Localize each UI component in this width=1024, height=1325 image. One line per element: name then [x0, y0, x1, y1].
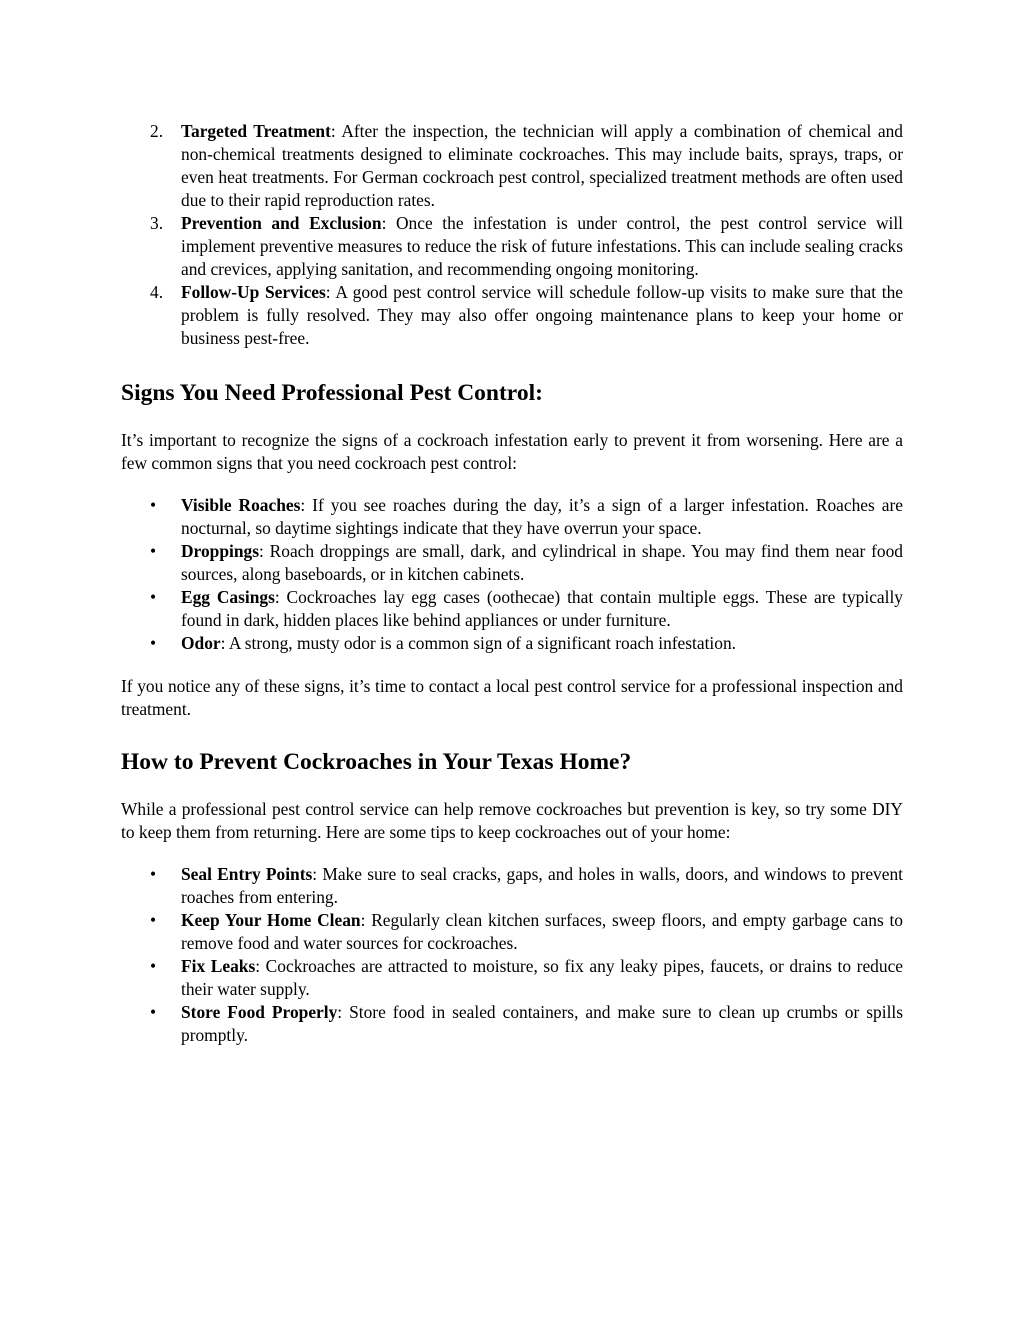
- list-item: [121, 1001, 903, 1047]
- list-item: [121, 863, 903, 909]
- step-text: : After the inspection, the technician will apply a combination of chemical and non-chemical treatments designed to eliminate cockroaches. This may include baits, sprays, traps, or even heat treatments. For German cockroach pest control, specialized treatment methods are often used due to their rapid reproduction rates.: [181, 121, 903, 210]
- item-title: Fix Leaks: [181, 956, 256, 976]
- step-text: : A good pest control service will schedule follow-up visits to make sure that the problem is fully resolved. They may also offer ongoing maintenance plans to keep your home or business pest-free.: [181, 282, 903, 348]
- item-title: Keep Your Home Clean: [181, 910, 361, 930]
- signs-heading: Signs You Need Professional Pest Control:: [121, 380, 543, 406]
- prevent-intro-paragraph: While a professional pest control service can help remove cockroaches but prevention is key, so try some DIY to keep them from returning. Here are some tips to keep cockroaches out of your home:: [121, 799, 903, 842]
- list-item: [121, 955, 903, 1001]
- item-title: Egg Casings: [181, 587, 275, 607]
- step-title: Targeted Treatment: [181, 121, 331, 141]
- step-title: Follow-Up Services: [181, 282, 326, 302]
- bullet-icon: •: [150, 910, 157, 930]
- prevent-heading: How to Prevent Cockroaches in Your Texas Home?: [121, 749, 632, 775]
- list-number: 2.: [150, 121, 164, 141]
- item-text: : Roach droppings are small, dark, and cylindrical in shape. You may find them near food sources, along baseboards, or in kitchen cabinets.: [181, 541, 903, 584]
- item-text: : Cockroaches are attracted to moisture, so fix any leaky pipes, faucets, or drains to reduce their water supply.: [181, 956, 904, 999]
- step-item-follow-up-services: [121, 281, 903, 350]
- list-item: [121, 586, 903, 632]
- step-item-targeted-treatment: [121, 120, 903, 212]
- list-number: 4.: [150, 282, 164, 302]
- bullet-icon: •: [150, 633, 157, 653]
- item-title: Visible Roaches: [181, 495, 301, 515]
- step-text: : Once the infestation is under control, the pest control service will implement preventive measures to reduce the risk of future infestations. This can include sealing cracks and crevices, applying sanitation, and recommending ongoing monitoring.: [181, 213, 903, 279]
- bullet-icon: •: [150, 587, 157, 607]
- list-item: [121, 540, 903, 586]
- item-text: : Make sure to seal cracks, gaps, and holes in walls, doors, and windows to prevent roaches from entering.: [181, 864, 903, 907]
- item-text: : Store food in sealed containers, and make sure to clean up crumbs or spills promptly.: [181, 1002, 903, 1045]
- item-text: : A strong, musty odor is a common sign of a significant roach infestation.: [220, 633, 736, 653]
- signs-intro-paragraph: It’s important to recognize the signs of a cockroach infestation early to prevent it from worsening. Here are a few common signs that you need cockroach pest control:: [121, 430, 903, 473]
- item-text: : Regularly clean kitchen surfaces, sweep floors, and empty garbage cans to remove food and water sources for cockroaches.: [181, 910, 904, 953]
- signs-bullet-list: [121, 494, 903, 655]
- item-title: Droppings: [181, 541, 259, 561]
- list-item: [121, 632, 903, 655]
- list-number: 3.: [150, 213, 164, 233]
- item-text: : If you see roaches during the day, it’s a sign of a larger infestation. Roaches are nocturnal, so daytime sightings indicate that they have overrun your space.: [181, 495, 903, 538]
- signs-outro-paragraph: If you notice any of these signs, it’s time to contact a local pest control service for a professional inspection and treatment.: [121, 676, 903, 719]
- bullet-icon: •: [150, 864, 157, 884]
- item-title: Store Food Properly: [181, 1002, 338, 1022]
- step-title: Prevention and Exclusion: [181, 213, 382, 233]
- bullet-icon: •: [150, 1002, 157, 1022]
- numbered-steps-list: [121, 120, 903, 350]
- bullet-icon: •: [150, 541, 157, 561]
- item-text: : Cockroaches lay egg cases (oothecae) that contain multiple eggs. These are typically found in dark, hidden places like behind appliances or under furniture.: [181, 587, 903, 630]
- item-title: Odor: [181, 633, 221, 653]
- step-item-prevention-exclusion: [121, 212, 903, 281]
- document-page: [121, 120, 903, 1047]
- prevent-bullet-list: [121, 863, 903, 1047]
- bullet-icon: •: [150, 956, 157, 976]
- list-item: [121, 494, 903, 540]
- item-title: Seal Entry Points: [181, 864, 313, 884]
- bullet-icon: •: [150, 495, 157, 515]
- list-item: [121, 909, 903, 955]
